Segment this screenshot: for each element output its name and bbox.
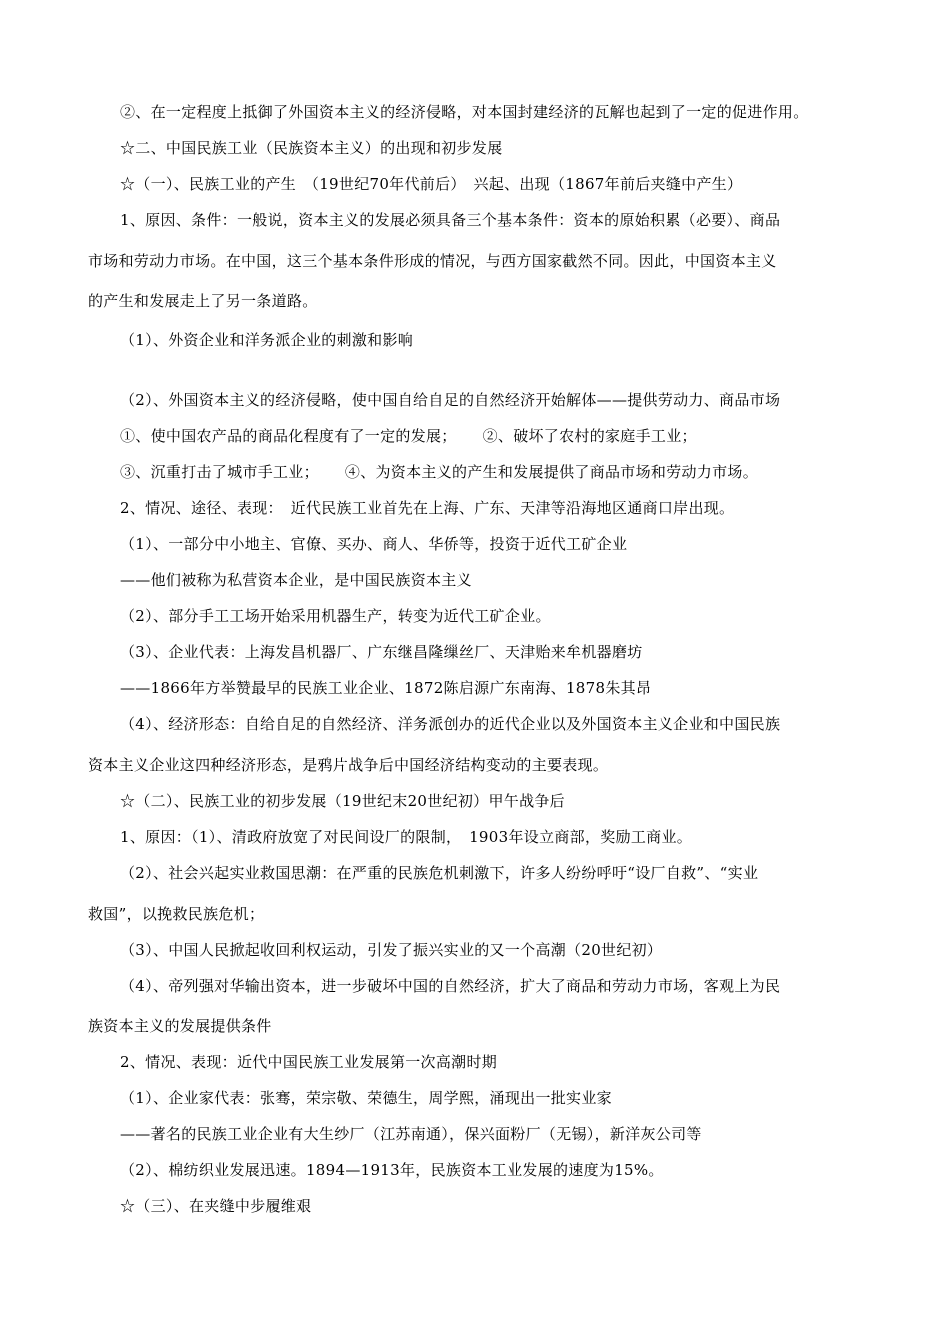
text-line: （3）、中国人民掀起收回利权运动，引发了振兴实业的又一个高潮（20世纪初） (120, 941, 663, 959)
text-line: 资本主义企业这四种经济形态，是鸦片战争后中国经济结构变动的主要表现。 (88, 756, 609, 774)
text-line (120, 426, 697, 446)
text-line: 2、情况、途径、表现： 近代民族工业首先在上海、广东、天津等沿海地区通商口岸出现。 (120, 499, 735, 517)
text-line: ——他们被称为私营资本企业，是中国民族资本主义 (120, 571, 472, 589)
section-heading: ☆二、中国民族工业（民族资本主义）的出现和初步发展 (120, 139, 503, 157)
text-line: （1）、一部分中小地主、官僚、买办、商人、华侨等，投资于近代工矿企业 (120, 535, 628, 553)
text-line: （4）、经济形态：自给自足的自然经济、洋务派创办的近代企业以及外国资本主义企业和中国民族 (120, 715, 781, 733)
subsection-heading: ☆（二）、民族工业的初步发展（19世纪末20世纪初）甲午战争后 (120, 792, 565, 810)
text-line: ——著名的民族工业企业有大生纱厂（江苏南通），保兴面粉厂（无锡），新洋灰公司等 (120, 1125, 702, 1143)
text-segment: ②、破坏了农村的家庭手工业； (482, 427, 697, 445)
text-line: 1、原因：（1）、清政府放宽了对民间设厂的限制， 1903年设立商部，奖励工商业。 (120, 828, 693, 846)
text-line: 救国”，以挽救民族危机； (88, 905, 265, 923)
text-segment: ③、沉重打击了城市手工业； (120, 463, 319, 481)
subsection-heading: ☆（三）、在夹缝中步履维艰 (120, 1197, 312, 1215)
subsection-heading: ☆（一）、民族工业的产生 （19世纪70年代前后） 兴起、出现（1867年前后夹缝中产生） (120, 175, 743, 193)
text-line: （2）、部分手工工场开始采用机器生产，转变为近代工矿企业。 (120, 607, 551, 625)
text-line: 市场和劳动力市场。在中国，这三个基本条件形成的情况，与西方国家截然不同。因此，中国资本主义 (88, 252, 777, 270)
text-line: （1）、外资企业和洋务派企业的刺激和影响 (120, 331, 414, 349)
text-line: （4）、帝列强对华输出资本，进一步破坏中国的自然经济，扩大了商品和劳动力市场，客观上为民 (120, 977, 781, 995)
text-line: 族资本主义的发展提供条件 (88, 1017, 272, 1035)
text-line: （2）、棉纺织业发展迅速。1894—1913年，民族资本工业发展的速度为15%。 (120, 1161, 664, 1179)
text-line: 1、原因、条件：一般说，资本主义的发展必须具备三个基本条件：资本的原始积累（必要）、商品 (120, 211, 781, 229)
text-line: （3）、企业代表：上海发昌机器厂、广东继昌隆缫丝厂、天津贻来牟机器磨坊 (120, 643, 643, 661)
text-line: ②、在一定程度上抵御了外国资本主义的经济侵略，对本国封建经济的瓦解也起到了一定的促进作用。 (120, 103, 809, 121)
text-line (120, 462, 758, 482)
text-line: （1）、企业家代表：张骞，荣宗敬、荣德生，周学熙，涌现出一批实业家 (120, 1089, 612, 1107)
text-line: 的产生和发展走上了另一条道路。 (88, 292, 318, 310)
text-line: （2）、外国资本主义的经济侵略，使中国自给自足的自然经济开始解体——提供劳动力、商品市场 (120, 391, 781, 409)
text-segment: ④、为资本主义的产生和发展提供了商品市场和劳动力市场。 (344, 463, 759, 481)
text-line: ——1866年方举赞最早的民族工业企业、1872陈启源广东南海、1878朱其昂 (120, 679, 652, 697)
text-line: 2、情况、表现：近代中国民族工业发展第一次高潮时期 (120, 1053, 498, 1071)
text-segment: ①、使中国农产品的商品化程度有了一定的发展； (120, 427, 457, 445)
text-line: （2）、社会兴起实业救国思潮：在严重的民族危机刺激下，许多人纷纷呼吁“设厂自救”、“实业 (120, 864, 759, 882)
